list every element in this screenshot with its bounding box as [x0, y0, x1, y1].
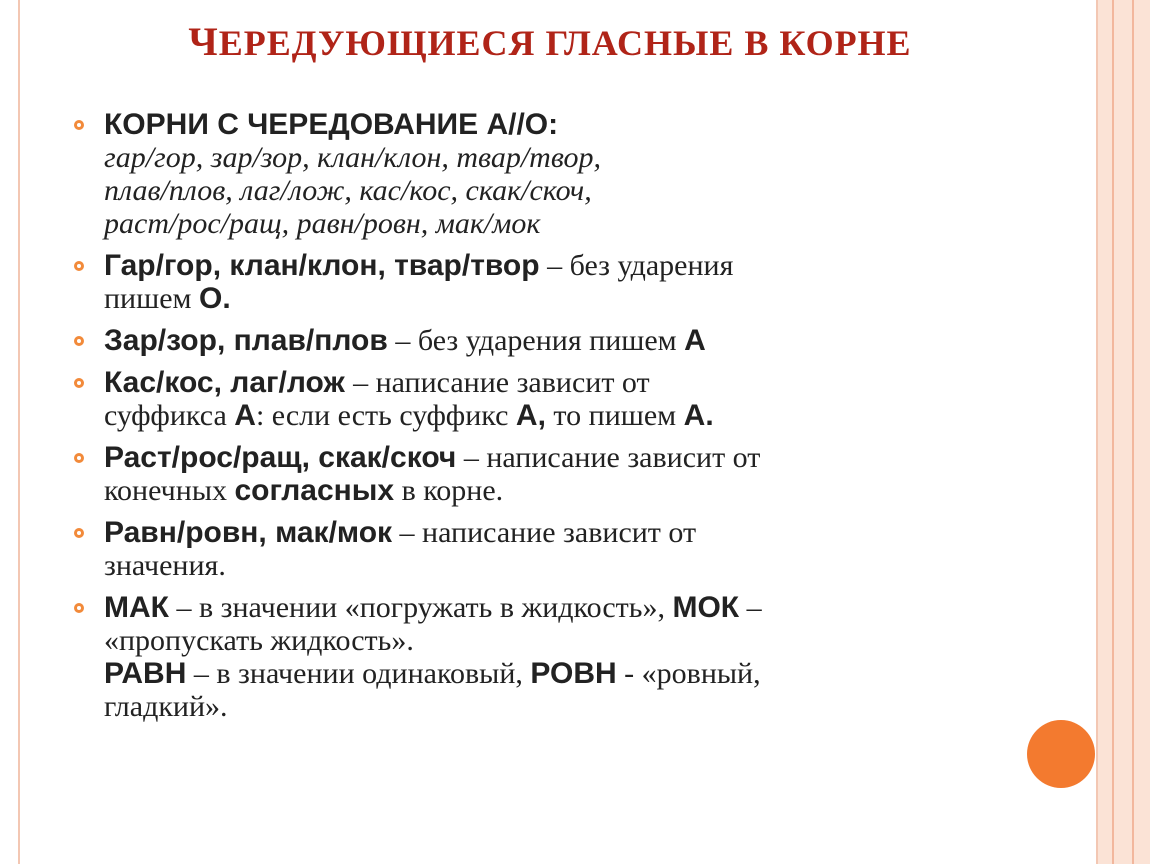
list-item	[74, 324, 1014, 357]
bullet-icon	[74, 261, 84, 271]
list-item	[74, 366, 1014, 432]
item-text: суффикса	[104, 399, 235, 432]
item-roots: Кас/кос, лаг/лож	[104, 366, 354, 399]
title-capital: Ч	[188, 19, 219, 64]
item-text: - «ровный,	[616, 657, 761, 690]
item-text: конечных	[104, 474, 235, 507]
item-text: : если есть суффикс	[255, 399, 516, 432]
list-item	[74, 591, 1014, 723]
item-roots: Раст/рос/ращ, скак/скоч	[104, 441, 457, 474]
decorative-side-band	[1098, 0, 1150, 864]
bullet-icon	[74, 528, 84, 538]
item-roots: Равн/ровн, мак/мок	[104, 516, 393, 549]
bullet-icon	[74, 453, 84, 463]
item-text: – в значении «погружать в жидкость»,	[168, 591, 673, 624]
item-text: – написание зависит от	[456, 441, 761, 474]
item-text: «пропускать жидкость».	[104, 624, 414, 657]
item-letter: А.	[683, 399, 714, 432]
bullet-icon	[74, 378, 84, 388]
slide-title	[0, 18, 1100, 65]
item-text: – в значении одинаковый,	[186, 657, 531, 690]
bullet-icon	[74, 603, 84, 613]
roots-line: раст/рос/ращ, равн/ровн, мак/мок	[104, 207, 541, 240]
side-stripe	[1132, 0, 1134, 864]
item-roots: Гар/гор, клан/клон, твар/твор	[104, 249, 540, 282]
bullet-icon	[74, 336, 84, 346]
title-rest: ЕРЕДУЮЩИЕСЯ ГЛАСНЫЕ В КОРНЕ	[218, 23, 912, 63]
item-text: – написание зависит от	[392, 516, 697, 549]
item-text: –	[739, 591, 762, 624]
item-text: – без ударения пишем	[387, 324, 685, 357]
item-text: значения.	[104, 549, 226, 582]
item-letter: А,	[515, 399, 546, 432]
roots-line: гар/гор, зар/зор, клан/клон, твар/твор,	[104, 141, 601, 174]
list-item	[74, 108, 1014, 240]
item-text: то пишем	[545, 399, 684, 432]
item-keyword: согласных	[234, 474, 395, 507]
item-text: гладкий».	[104, 690, 228, 723]
bullet-icon	[74, 120, 84, 130]
item-text: в корне.	[394, 474, 504, 507]
item-roots: МОК	[672, 591, 740, 624]
side-stripe	[1112, 0, 1114, 864]
item-heading: КОРНИ С ЧЕРЕДОВАНИЕ А//О:	[104, 108, 559, 141]
item-roots: МАК	[104, 591, 169, 624]
list-item	[74, 249, 1014, 315]
list-item	[74, 441, 1014, 507]
item-roots: РАВН	[104, 657, 187, 690]
item-letter: А	[684, 324, 706, 357]
bullet-list	[74, 108, 1014, 732]
item-letter: А	[234, 399, 256, 432]
item-roots: РОВН	[530, 657, 617, 690]
item-text: – без ударения	[539, 249, 734, 282]
list-item	[74, 516, 1014, 582]
decorative-circle	[1027, 720, 1095, 788]
item-letter: О.	[199, 282, 231, 315]
item-roots: Зар/зор, плав/плов	[104, 324, 388, 357]
item-text: пишем	[104, 282, 200, 315]
roots-line: плав/плов, лаг/лож, кас/кос, скак/скоч,	[104, 174, 592, 207]
item-text: – написание зависит от	[353, 366, 650, 399]
